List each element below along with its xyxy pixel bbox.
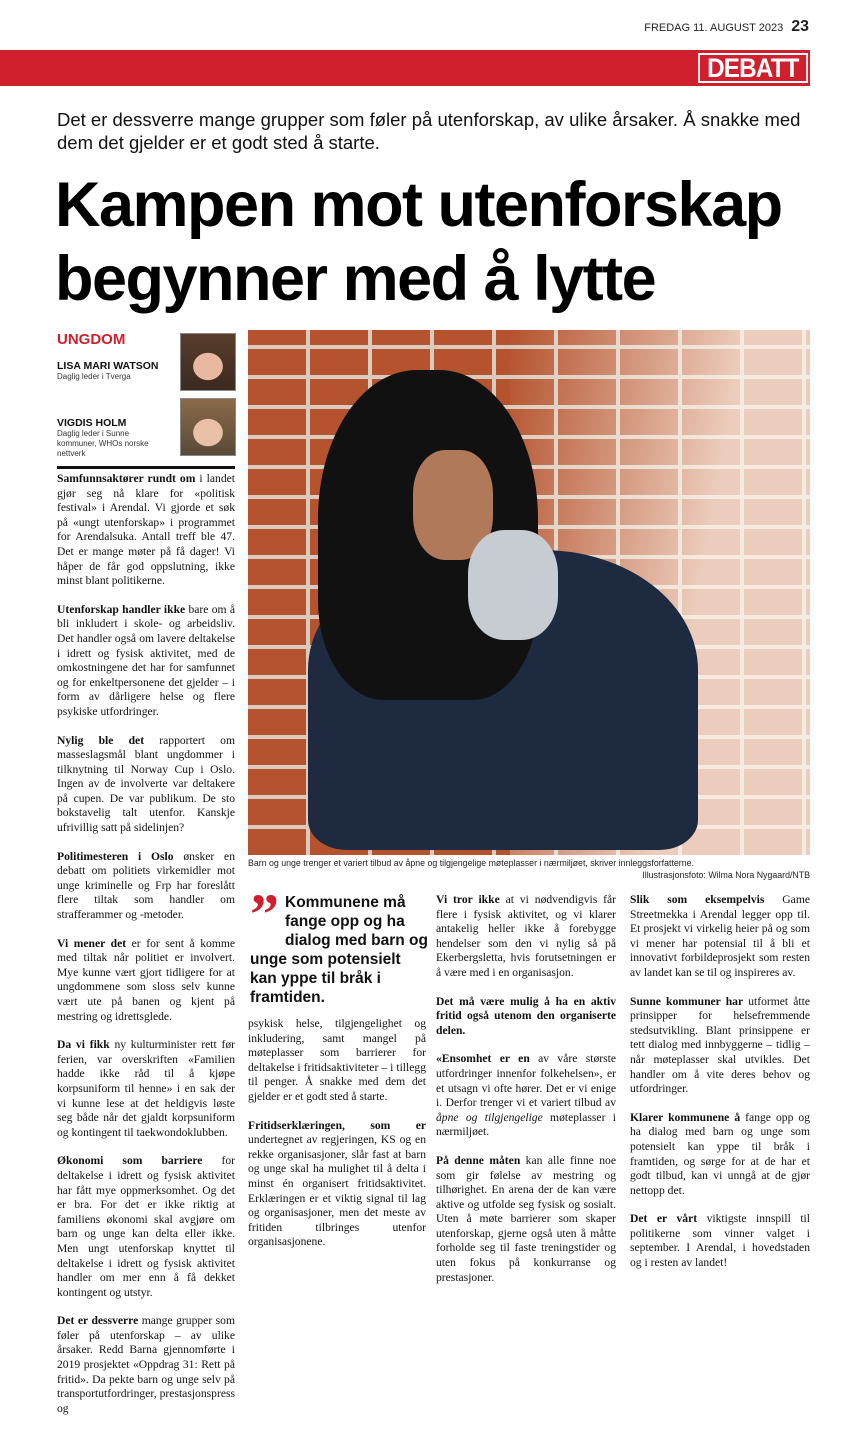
paragraph xyxy=(248,1017,426,1105)
paragraph-text: ny kulturminister rett før ferien, var overskriften «Familien hadde ikke råd til å kjøpe korpsuniform til henne» i en sak der vi kunne lese at det heldigvis løste seg både når det gjaldt korpsuniform og kontingent til taekwondoklubben. xyxy=(57,1038,235,1139)
paragraph-lead: Det er dessverre xyxy=(57,1314,139,1328)
paragraph-lead: Økonomi som barriere xyxy=(57,1154,203,1168)
paragraph xyxy=(57,850,235,923)
paragraph-lead: Nylig ble det xyxy=(57,733,145,747)
author-name: LISA MARI WATSON xyxy=(57,360,159,372)
paragraph-text: er for sent å komme med tiltak når politiet er involvert. Mye kunne vært gjort tidligere for at ungdommene som sloss selv kunne vært ute på banen og kjent på mestring og idrettsglede. xyxy=(57,936,235,1023)
paragraph-lead: «Ensomhet er en xyxy=(436,1052,530,1066)
article-lead: Det er dessverre mange grupper som føler på utenforskap, av ulike årsaker. Å snakke med dem det gjelder er et godt sted å starte. xyxy=(57,109,801,153)
article-column-3 xyxy=(436,893,616,1299)
paragraph xyxy=(436,1154,616,1285)
paragraph-text: undertegnet av regjeringen, KS og en rekke organisasjoner, slår fast at barn og unge skal ha mulighet til å delta i minst én organisert fritidsaktivitet. Erklæringen er et viktig signal til lag og organisasjoner, men det meste av fritiden tilbringes utenfor organisasjonene. xyxy=(248,1133,426,1249)
paragraph-text: av våre største utfordringer innenfor folkehelsen», er et utsagn vi ofte hører. Det er vi enige i. Derfor trenger vi et variert tilbud av xyxy=(436,1052,616,1110)
paragraph-text: viktigste innspill til politikerne som vinner valget i september. I Arendal, i hovedstaden og i resten av landet! xyxy=(630,1212,810,1270)
paragraph xyxy=(57,603,235,720)
article-column-4 xyxy=(630,893,810,1285)
section-label: DEBATT xyxy=(698,53,807,83)
paragraph-lead: Det må være mulig å ha en aktiv fritid også utenom den organiserte delen. xyxy=(436,994,616,1037)
paragraph-text: mange grupper som føler på utenforskap – av ulike årsaker. Redd Barna gjennomførte i 2019 prosjektet «Oppdrag 31: Rett på fritid». Da pekte barn og unge selv på transportutfordringer, prestasjonspress og xyxy=(57,1314,235,1415)
caption-text: Barn og unge trenger et variert tilbud av åpne og tilgjengelige møteplasser i nærmiljøet, skriver innleggsforfatterne. xyxy=(248,858,694,868)
paragraph xyxy=(57,1038,235,1140)
date-text: FREDAG 11. AUGUST 2023 xyxy=(644,22,784,34)
paragraph xyxy=(630,893,810,981)
page-number: 23 xyxy=(791,18,809,35)
paragraph-lead: Politimesteren i Oslo xyxy=(57,849,174,863)
paragraph-text2: møteplasser i nærmiljøet. xyxy=(436,1110,616,1139)
paragraph-lead: Vi mener det xyxy=(57,936,127,950)
paragraph xyxy=(57,937,235,1025)
paragraph-lead: På denne måten xyxy=(436,1153,521,1167)
paragraph-text: bare om å bli inkludert i skole- og arbeidsliv. Det handler også om lavere deltakelse i idrett og fysisk aktivitet, med de omkostningene det har for samfunnet og for enkeltpersonene det gjelder – i form av dårligere helse og flere psykiske utfordringer. xyxy=(57,602,236,718)
photo-caption xyxy=(248,858,810,880)
paragraph-lead: Sunne kommuner har xyxy=(630,994,744,1008)
article-column-2 xyxy=(248,1017,426,1264)
article-photo xyxy=(248,330,810,855)
pull-quote xyxy=(250,882,430,1007)
paragraph-lead: Slik som eksempelvis xyxy=(630,893,765,906)
paragraph xyxy=(630,1111,810,1199)
paragraph xyxy=(436,1052,616,1140)
paragraph xyxy=(57,734,235,836)
paragraph-lead: Vi tror ikke xyxy=(436,893,500,906)
paragraph-lead: Klarer kommunene å xyxy=(630,1110,741,1124)
author-role: Daglig leder i Sunne kommuner, WHOs norske nettverk xyxy=(57,429,149,458)
author-name: VIGDIS HOLM xyxy=(57,417,127,429)
article-headline: Kampen mot utenforskap begynner med å lytte xyxy=(55,170,782,314)
divider xyxy=(57,466,235,469)
article-column-1 xyxy=(57,472,235,1430)
paragraph-text: i landet gjør seg nå klare for «politisk festival» i Arendal. Vi gjorde et søk på «ungt utenforskap» i programmet for Arendalsuka. Antall treff ble 47. Det er mange møter på få dager! Vi håper de får god oppslutning, ikke minst blant politikerne. xyxy=(57,472,235,588)
author-1 xyxy=(57,360,167,382)
paragraph-text: fange opp og ha dialog med barn og unge som potensielt kan yppe til bråk i framtiden, og sørge for at de har et godt tilbud, kan vi unngå at de gjør nettopp det. xyxy=(630,1110,810,1197)
quote-mark-icon: ” xyxy=(250,882,279,947)
paragraph-italic: åpne og tilgjengelige xyxy=(436,1110,543,1124)
paragraph-lead: Fritidserklæringen, som er xyxy=(248,1118,426,1132)
topic-tag: UNGDOM xyxy=(57,331,126,348)
paragraph xyxy=(57,1314,235,1416)
paragraph xyxy=(248,1119,426,1250)
paragraph xyxy=(436,995,616,1039)
paragraph-text: psykisk helse, tilgjengelighet og inkludering, samt mangel på møteplasser som barrierer for deltakelse i fritidsaktiviteter – i tillegg til penger. Å snakke med dem det gjelder er et godt sted å starte. xyxy=(248,1017,426,1103)
author-role: Daglig leder i Tverga xyxy=(57,372,131,381)
paragraph xyxy=(57,1154,235,1300)
photo-credit: Illustrasjonsfoto: Wilma Nora Nygaard/NTB xyxy=(642,870,810,880)
author-photo xyxy=(180,333,236,391)
pull-quote-text: Kommunene må fange opp og ha dialog med barn og unge som potensielt kan yppe til bråk i framtiden. xyxy=(250,894,428,1006)
paragraph xyxy=(57,472,235,589)
paragraph-text: Game Streetmekka i Arendal legger opp til. Et prosjekt vi virkelig heier på og som vi mener har potensial til å bli et innovativt forbildeprosjekt som resten av landet kan se til og inspireres av. xyxy=(630,893,810,979)
paragraph-text: utformet åtte prinsipper for helsefremmende stedsutvikling. Blant prinsippene er tett dialog med innbyggerne – tidlig – når møteplasser skal utvikles. Det handler om å vite deres behov og utfordringer. xyxy=(630,994,810,1096)
paragraph-lead: Samfunnsaktører rundt om xyxy=(57,472,196,485)
paragraph-text: kan alle finne noe som gir følelse av mestring og tilhørighet. En arena der de kan være aktive og utfolde seg fysisk og sosialt. Uten å møte barrierer som skaper utenforskap, gjerne også uten å måtte forholde seg til faste treningstider og uten fokus på konkurranse og prestasjoner. xyxy=(436,1153,616,1284)
paragraph xyxy=(436,893,616,981)
section-bar xyxy=(0,50,810,86)
page-date xyxy=(644,18,809,36)
paragraph-lead: Det er vårt xyxy=(630,1212,698,1226)
paragraph-lead: Utenforskap handler ikke xyxy=(57,602,186,616)
author-2 xyxy=(57,417,167,459)
paragraph-text: rapportert om masseslagsmål blant ungdommer i tilknytning til Norway Cup i Oslo. Ingen av de involverte var deltakere på cupen. De var publikum. De sto bokstavelig talt utenfor. Kanskje ufrivillig satt på sidelinjen? xyxy=(57,733,235,835)
paragraph xyxy=(630,1212,810,1270)
author-photo xyxy=(180,398,236,456)
paragraph-text: at vi nødvendigvis får flere i fysisk aktivitet, og vi klarer antakelig heller ikke å forebygge hendelser som den vi nylig så på Ekerbergsletta, hvis forutsetningen er å være med i en organisasjon. xyxy=(436,893,616,979)
paragraph xyxy=(630,995,810,1097)
paragraph-text: for deltakelse i idrett og fysisk aktivitet har fått mye oppmerksomhet. Og det er bra. For det er ikke riktig at familiens økonomi skal avgjøre om barn og unge kan delta eller ikke. Men ungt utenforskap knyttet til deltakelse i idrett og fysisk aktivitet handler om mer enn å få dekket kontingent og utstyr. xyxy=(57,1154,236,1299)
paragraph-text: ønsker en debatt om politiets virkemidler mot unge kriminelle og Frp har foreslått flere tiltak som handler om strafferammer og -metoder. xyxy=(57,849,236,922)
paragraph-lead: Da vi fikk xyxy=(57,1038,110,1052)
